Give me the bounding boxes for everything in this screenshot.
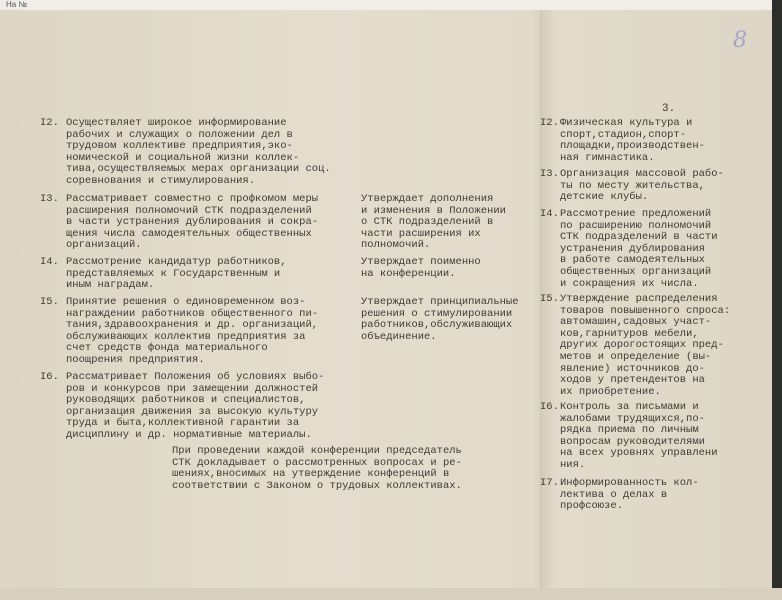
item-text: Физическая культура и спорт,стадион,спорт- площадки,производствен- ная гимнастика.	[560, 117, 705, 164]
item-number: I6.	[540, 401, 559, 413]
middle-item-13: Утверждает дополнения и изменения в Положении о СТК подразделений в части расширения их полномочий.	[361, 193, 506, 252]
item-number: I5.	[540, 293, 559, 305]
item-text: Утверждение распределения товаров повышенного спроса: автомашин,садовых участ- ков,гарнитуров мебели, других дорогостоящих пред- метов и определение (вы- явление) источников до- ходов у претендентов на их приобретение.	[560, 293, 731, 398]
item-number: I4.	[40, 256, 59, 268]
conference-note: При проведении каждой конференции председатель СТК докладывает о рассмотренных вопросах и ре- шениях,вносимых на утверждение конференций в соответствии с Законом о трудовых коллективах.	[172, 445, 462, 492]
item-number: I4.	[540, 208, 559, 220]
item-number: I2.	[40, 117, 59, 129]
item-text: Принятие решения о единовременном воз- награждении работников общественного пи- тания,здравоохранения и др. организаций, обслуживающих коллектив предприятия за счет средств фонда материального поощрения предприятия.	[66, 296, 319, 366]
tab-label: На №	[6, 0, 28, 9]
item-text: Осуществляет широкое информирование рабочих и служащих о положении дел в трудовом коллективе предприятия,эко- номической и социальной жизни коллек- тива,осуществляемых мерах организации соц. соревнования и стимулирования.	[66, 117, 331, 187]
bottom-edge	[0, 588, 782, 600]
item-text: Организация массовой рабо- ты по месту жительства, детские клубы.	[560, 168, 724, 204]
middle-item-14: Утверждает поименно на конференции.	[361, 256, 481, 280]
item-number: I6.	[40, 371, 59, 383]
top-strip	[0, 0, 782, 10]
scan-edge	[772, 0, 782, 600]
item-number: I5.	[40, 296, 59, 308]
item-text: Рассматривает Положения об условиях выбо- ров и конкурсов при замещении должностей руководящих работников и специалистов, организация движения за высокую культуру труда и быта,коллективной гарантии за дисциплину и др. нормативные материалы.	[66, 371, 325, 441]
item-number: I3.	[40, 193, 59, 205]
item-text: Рассматривает совместно с профкомом меры расширения полномочий СТК подразделений в части устранения дублирования и сокра- щения числа самодеятельных общественных организаций.	[66, 193, 319, 252]
item-number: I7.	[540, 477, 559, 489]
item-text: Контроль за письмами и жалобами трудящихся,по- рядка приема по личным вопросам руководителями на всех уровнях управлени ния.	[560, 401, 718, 471]
item-number: I3.	[540, 168, 559, 180]
item-number: I2.	[540, 117, 559, 129]
item-text: Рассмотрение предложений по расширению полномочий СТК подразделений в части устранения дублирования в работе самодеятельных общественных организаций и сокращения их числа.	[560, 208, 718, 290]
handwritten-page-number: 8	[733, 28, 747, 53]
middle-item-15: Утверждает принципиальные решения о стимулировании работников,обслуживающих объединение.	[361, 296, 519, 343]
item-text: Рассмотрение кандидатур работников, представляемых к Государственным и иным наградам.	[66, 256, 287, 292]
typed-page-number: 3.	[662, 103, 676, 115]
item-text: Информированность кол- лектива о делах в профсоюзе.	[560, 477, 699, 513]
